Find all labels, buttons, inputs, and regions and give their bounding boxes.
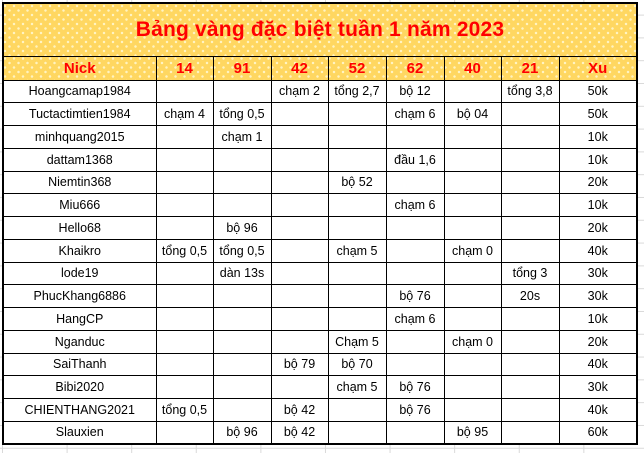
value-cell xyxy=(156,194,213,217)
value-cell: bộ 76 xyxy=(386,399,444,422)
column-header-xu: Xu xyxy=(559,56,637,80)
value-cell xyxy=(213,399,271,422)
value-cell xyxy=(444,171,501,194)
value-cell xyxy=(213,376,271,399)
value-cell xyxy=(156,421,213,444)
value-cell: bộ 96 xyxy=(213,421,271,444)
value-cell xyxy=(156,308,213,331)
xu-cell: 20k xyxy=(559,171,637,194)
value-cell xyxy=(156,217,213,240)
value-cell: bộ 96 xyxy=(213,217,271,240)
nick-cell: Tuctactimtien1984 xyxy=(3,103,156,126)
value-cell xyxy=(271,148,328,171)
table-row xyxy=(3,194,637,217)
column-header-40: 40 xyxy=(444,56,501,80)
value-cell xyxy=(386,126,444,149)
value-cell xyxy=(156,376,213,399)
value-cell xyxy=(271,262,328,285)
value-cell xyxy=(501,399,559,422)
value-cell xyxy=(156,171,213,194)
value-cell xyxy=(156,330,213,353)
value-cell xyxy=(271,194,328,217)
value-cell xyxy=(213,194,271,217)
nick-cell: PhucKhang6886 xyxy=(3,285,156,308)
value-cell: tổng 2,7 xyxy=(328,80,386,103)
nick-cell: CHIENTHANG2021 xyxy=(3,399,156,422)
value-cell xyxy=(444,262,501,285)
value-cell xyxy=(444,148,501,171)
value-cell xyxy=(501,239,559,262)
page-title: Bảng vàng đặc biệt tuần 1 năm 2023 xyxy=(3,3,637,56)
xu-cell: 20k xyxy=(559,330,637,353)
value-cell xyxy=(444,194,501,217)
nick-cell: Miu666 xyxy=(3,194,156,217)
value-cell: chạm 6 xyxy=(386,194,444,217)
value-cell xyxy=(271,171,328,194)
value-cell xyxy=(501,148,559,171)
value-cell xyxy=(386,353,444,376)
xu-cell: 30k xyxy=(559,376,637,399)
value-cell: chạm 0 xyxy=(444,330,501,353)
value-cell xyxy=(386,239,444,262)
nick-cell: minhquang2015 xyxy=(3,126,156,149)
value-cell xyxy=(328,308,386,331)
value-cell: chạm 5 xyxy=(328,239,386,262)
nick-cell: lode19 xyxy=(3,262,156,285)
value-cell xyxy=(328,194,386,217)
table-row xyxy=(3,217,637,240)
value-cell xyxy=(501,217,559,240)
table-row xyxy=(3,285,637,308)
table-row xyxy=(3,330,637,353)
value-cell: 20s xyxy=(501,285,559,308)
value-cell: bộ 12 xyxy=(386,80,444,103)
value-cell: tổng 0,5 xyxy=(213,239,271,262)
value-cell: chạm 4 xyxy=(156,103,213,126)
value-cell xyxy=(501,376,559,399)
column-header-14: 14 xyxy=(156,56,213,80)
nick-cell: Khaikro xyxy=(3,239,156,262)
value-cell xyxy=(501,330,559,353)
xu-cell: 40k xyxy=(559,353,637,376)
value-cell: tổng 3,8 xyxy=(501,80,559,103)
nick-cell: Hello68 xyxy=(3,217,156,240)
xu-cell: 10k xyxy=(559,148,637,171)
value-cell xyxy=(328,285,386,308)
table-body xyxy=(3,80,637,444)
nick-cell: Niemtin368 xyxy=(3,171,156,194)
column-header-42: 42 xyxy=(271,56,328,80)
column-header-21: 21 xyxy=(501,56,559,80)
value-cell xyxy=(386,171,444,194)
value-cell: tổng 0,5 xyxy=(213,103,271,126)
value-cell: tổng 0,5 xyxy=(156,239,213,262)
column-header-62: 62 xyxy=(386,56,444,80)
value-cell: bộ 42 xyxy=(271,421,328,444)
xu-cell: 10k xyxy=(559,126,637,149)
value-cell xyxy=(271,308,328,331)
value-cell xyxy=(444,217,501,240)
value-cell xyxy=(271,376,328,399)
column-header-nick: Nick xyxy=(3,56,156,80)
value-cell xyxy=(271,330,328,353)
value-cell: bộ 04 xyxy=(444,103,501,126)
table-row xyxy=(3,148,637,171)
value-cell: chạm 6 xyxy=(386,308,444,331)
xu-cell: 10k xyxy=(559,308,637,331)
nick-cell: HangCP xyxy=(3,308,156,331)
value-cell xyxy=(501,126,559,149)
table-row xyxy=(3,171,637,194)
value-cell xyxy=(271,217,328,240)
table-row xyxy=(3,376,637,399)
table-row xyxy=(3,421,637,444)
value-cell xyxy=(156,148,213,171)
value-cell: chạm 0 xyxy=(444,239,501,262)
value-cell xyxy=(501,421,559,444)
table-row xyxy=(3,126,637,149)
value-cell: chạm 2 xyxy=(271,80,328,103)
value-cell xyxy=(271,285,328,308)
xu-cell: 30k xyxy=(559,285,637,308)
value-cell: bộ 95 xyxy=(444,421,501,444)
value-cell xyxy=(213,308,271,331)
value-cell xyxy=(444,308,501,331)
xu-cell: 60k xyxy=(559,421,637,444)
value-cell xyxy=(213,148,271,171)
value-cell xyxy=(386,421,444,444)
table-row xyxy=(3,262,637,285)
value-cell xyxy=(328,126,386,149)
value-cell xyxy=(213,285,271,308)
value-cell xyxy=(328,421,386,444)
value-cell: bộ 52 xyxy=(328,171,386,194)
value-cell xyxy=(271,103,328,126)
value-cell xyxy=(444,399,501,422)
value-cell: bộ 79 xyxy=(271,353,328,376)
xu-cell: 50k xyxy=(559,103,637,126)
value-cell xyxy=(156,285,213,308)
value-cell: bộ 76 xyxy=(386,285,444,308)
value-cell xyxy=(156,126,213,149)
value-cell xyxy=(156,262,213,285)
value-cell xyxy=(444,353,501,376)
value-cell xyxy=(328,399,386,422)
table-row xyxy=(3,103,637,126)
value-cell xyxy=(213,171,271,194)
value-cell xyxy=(444,126,501,149)
value-cell xyxy=(501,308,559,331)
table-row xyxy=(3,353,637,376)
xu-cell: 40k xyxy=(559,399,637,422)
xu-cell: 30k xyxy=(559,262,637,285)
value-cell: tổng 3 xyxy=(501,262,559,285)
value-cell: đầu 1,6 xyxy=(386,148,444,171)
value-cell: bộ 42 xyxy=(271,399,328,422)
nick-cell: Slauxien xyxy=(3,421,156,444)
title-row xyxy=(3,3,637,56)
xu-cell: 50k xyxy=(559,80,637,103)
value-cell xyxy=(328,262,386,285)
value-cell xyxy=(501,103,559,126)
value-cell: tổng 0,5 xyxy=(156,399,213,422)
column-header-row xyxy=(3,56,637,80)
value-cell xyxy=(386,330,444,353)
value-cell xyxy=(444,80,501,103)
nick-cell: SaiThanh xyxy=(3,353,156,376)
table-row xyxy=(3,239,637,262)
value-cell xyxy=(386,217,444,240)
nick-cell: dattam1368 xyxy=(3,148,156,171)
value-cell xyxy=(501,194,559,217)
xu-cell: 40k xyxy=(559,239,637,262)
value-cell xyxy=(501,353,559,376)
value-cell: Chạm 5 xyxy=(328,330,386,353)
value-cell xyxy=(328,148,386,171)
xu-cell: 20k xyxy=(559,217,637,240)
value-cell xyxy=(386,262,444,285)
value-cell: bộ 70 xyxy=(328,353,386,376)
value-cell xyxy=(328,103,386,126)
value-cell xyxy=(213,353,271,376)
nick-cell: Nganduc xyxy=(3,330,156,353)
column-header-52: 52 xyxy=(328,56,386,80)
value-cell xyxy=(328,217,386,240)
value-cell xyxy=(501,171,559,194)
value-cell xyxy=(271,239,328,262)
value-cell xyxy=(444,285,501,308)
value-cell xyxy=(213,330,271,353)
column-header-91: 91 xyxy=(213,56,271,80)
value-cell xyxy=(271,126,328,149)
value-cell: chạm 6 xyxy=(386,103,444,126)
value-cell xyxy=(156,80,213,103)
golden-board-table xyxy=(2,2,638,445)
value-cell xyxy=(213,80,271,103)
value-cell: chạm 1 xyxy=(213,126,271,149)
table-row xyxy=(3,399,637,422)
value-cell: dàn 13s xyxy=(213,262,271,285)
nick-cell: Bibi2020 xyxy=(3,376,156,399)
xu-cell: 10k xyxy=(559,194,637,217)
value-cell xyxy=(444,376,501,399)
value-cell: chạm 5 xyxy=(328,376,386,399)
value-cell xyxy=(156,353,213,376)
table-row xyxy=(3,308,637,331)
nick-cell: Hoangcamap1984 xyxy=(3,80,156,103)
value-cell: bộ 76 xyxy=(386,376,444,399)
table-row xyxy=(3,80,637,103)
